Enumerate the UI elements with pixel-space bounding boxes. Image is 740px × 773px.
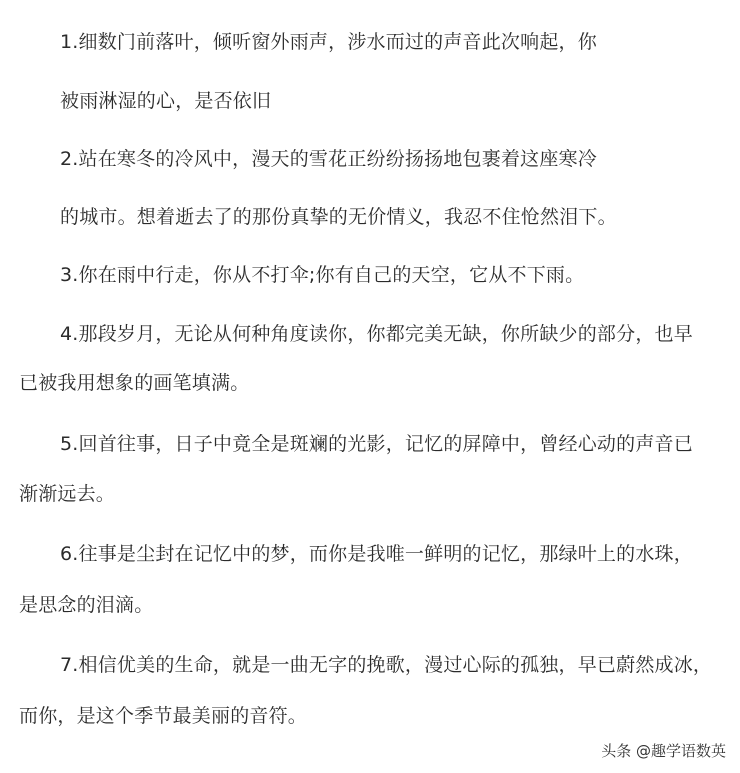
paragraph-7-line-2: 而你，是这个季节最美丽的音符。 [19,705,308,727]
source-watermark: 头条 @趣学语数英 [601,742,726,760]
paragraph-2-line-2: 的城市。想着逝去了的那份真挚的无价情义，我忍不住怆然泪下。 [60,206,617,228]
paragraph-1-line-1: 1.细数门前落叶，倾听窗外雨声，涉水而过的声音此次响起，你 [60,31,597,53]
paragraph-2-line-1: 2.站在寒冬的冷风中，漫天的雪花正纷纷扬扬地包裹着这座寒冷 [60,148,597,170]
paragraph-4-line-2: 已被我用想象的画笔填满。 [19,372,250,394]
paragraph-5-line-2: 渐渐远去。 [19,483,116,505]
paragraph-4-line-1: 4.那段岁月，无论从何种角度读你，你都完美无缺，你所缺少的部分，也早 [60,323,693,345]
paragraph-3-line-1: 3.你在雨中行走，你从不打伞;你有自己的天空，它从不下雨。 [60,264,585,286]
paragraph-6-line-2: 是思念的泪滴。 [19,594,154,616]
paragraph-5-line-1: 5.回首往事，日子中竟全是斑斓的光影，记忆的屏障中，曾经心动的声音已 [60,433,693,455]
paragraph-7-line-1: 7.相信优美的生命，就是一曲无字的挽歌，漫过心际的孤独，早已蔚然成冰， [60,654,713,676]
paragraph-1-line-2: 被雨淋湿的心，是否依旧 [60,90,272,112]
paragraph-6-line-1: 6.往事是尘封在记忆中的梦，而你是我唯一鲜明的记忆，那绿叶上的水珠， [60,543,693,565]
